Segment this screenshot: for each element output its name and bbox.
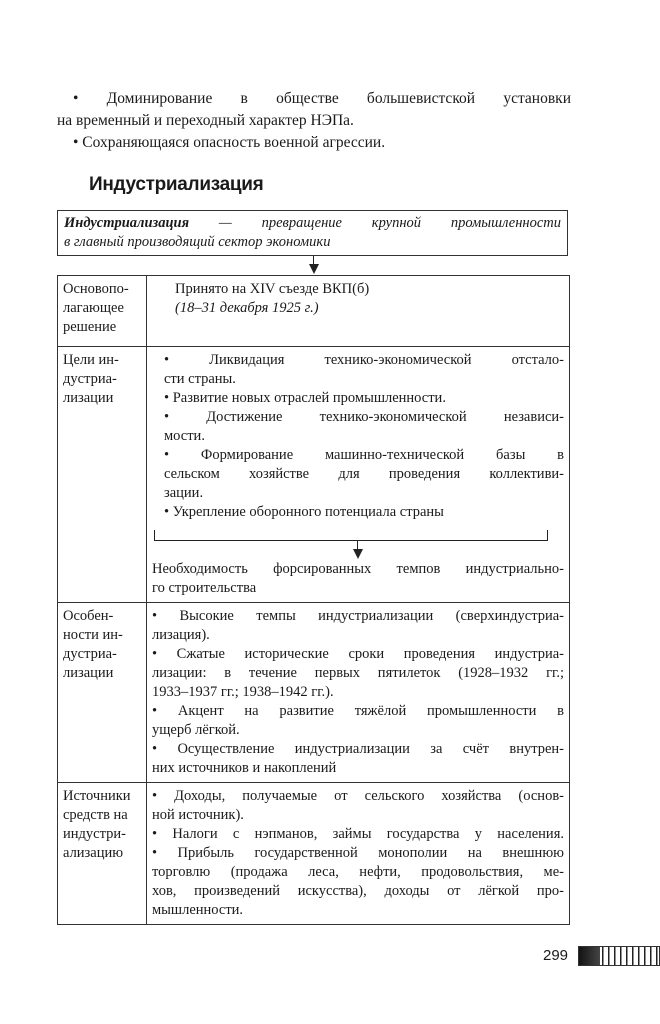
row-label: лагающее	[63, 300, 124, 316]
page-edge-marker	[578, 946, 660, 966]
definition-text: — превращение крупной промышленности	[189, 215, 561, 231]
intro-text	[57, 88, 571, 154]
goal-line: сельском хозяйстве для проведения коллективи-	[164, 466, 564, 482]
row-label: ализацию	[63, 845, 124, 861]
industrialization-table	[57, 275, 570, 925]
row-label: Источники	[63, 788, 131, 804]
row-label: ности ин-	[63, 627, 123, 643]
feature-line: них источников и накоплений	[152, 760, 337, 776]
decision-text: Принято на XIV съезде ВКП(б)	[175, 281, 370, 297]
source-line: • Налоги с нэпманов, займы государства у населения.	[152, 826, 564, 842]
feature-line: • Осуществление индустриализации за счёт внутрен-	[152, 741, 564, 757]
feature-line: 1933–1937 гг.; 1938–1942 гг.).	[152, 684, 334, 700]
row-label: лизации	[63, 390, 114, 406]
row-label: индустри-	[63, 826, 126, 842]
goal-line: сти страны.	[164, 371, 236, 387]
source-line: ной источник).	[152, 807, 244, 823]
bracket-connector	[152, 522, 564, 560]
feature-line: ущерб лёгкой.	[152, 722, 240, 738]
row-label: средств на	[63, 807, 128, 823]
table-row	[58, 276, 570, 347]
source-line: • Доходы, получаемые от сельского хозяйства (основ-	[152, 788, 564, 804]
intro-line: на временный и переходный характер НЭПа.	[57, 112, 354, 129]
page-number: 299	[543, 947, 569, 964]
goal-line: • Развитие новых отраслей промышленности.	[164, 390, 446, 406]
decision-date: (18–31 декабря 1925 г.)	[175, 300, 319, 316]
goal-line: • Формирование машинно-технической базы в	[164, 447, 564, 463]
table-row	[58, 347, 570, 603]
section-heading: Индустриализация	[89, 174, 264, 195]
source-line: • Прибыль государственной монополии на внешнюю	[152, 845, 564, 861]
table-row	[58, 783, 570, 925]
intro-line: • Сохраняющаяся опасность военной агрессии.	[73, 134, 386, 151]
row-label: Цели ин-	[63, 352, 119, 368]
source-line: хов, произведений искусства), доходы от лёгкой про-	[152, 883, 564, 899]
table-row	[58, 603, 570, 783]
definition-text: в главный производящий сектор экономики	[64, 234, 331, 250]
row-label: дустриа-	[63, 371, 117, 387]
feature-line: • Акцент на развитие тяжёлой промышленности в	[152, 703, 564, 719]
arrow-down-icon	[353, 549, 363, 559]
feature-line: лизации: в течение первых пятилеток (1928–1932 гг.;	[152, 665, 564, 681]
feature-line: • Сжатые исторические сроки проведения индустриа-	[152, 646, 564, 662]
arrow-down-icon	[309, 264, 319, 274]
feature-line: • Высокие темпы индустриализации (сверхиндустриа-	[152, 608, 564, 624]
source-line: мышленности.	[152, 902, 244, 918]
goal-line: зации.	[164, 485, 204, 501]
goal-line: • Ликвидация технико-экономической отстало-	[164, 352, 564, 368]
source-line: торговлю (продажа леса, нефти, продовольствия, ме-	[152, 864, 564, 880]
row-label: Основопо-	[63, 281, 129, 297]
goal-line: мости.	[164, 428, 205, 444]
goal-line: • Укрепление оборонного потенциала страны	[164, 504, 444, 520]
row-label: лизации	[63, 665, 114, 681]
row-label: Особен-	[63, 608, 114, 624]
definition-term: Индустриализация	[64, 215, 190, 231]
goal-line: • Достижение технико-экономической независи-	[164, 409, 564, 425]
definition-box	[57, 210, 568, 256]
row-label: решение	[63, 319, 117, 335]
feature-line: лизация).	[152, 627, 210, 643]
conclusion-line: го строительства	[152, 580, 257, 596]
row-label: дустриа-	[63, 646, 117, 662]
conclusion-line: Необходимость форсированных темпов индустриально-	[152, 561, 564, 577]
intro-line: • Доминирование в обществе большевистской установки	[73, 90, 571, 107]
